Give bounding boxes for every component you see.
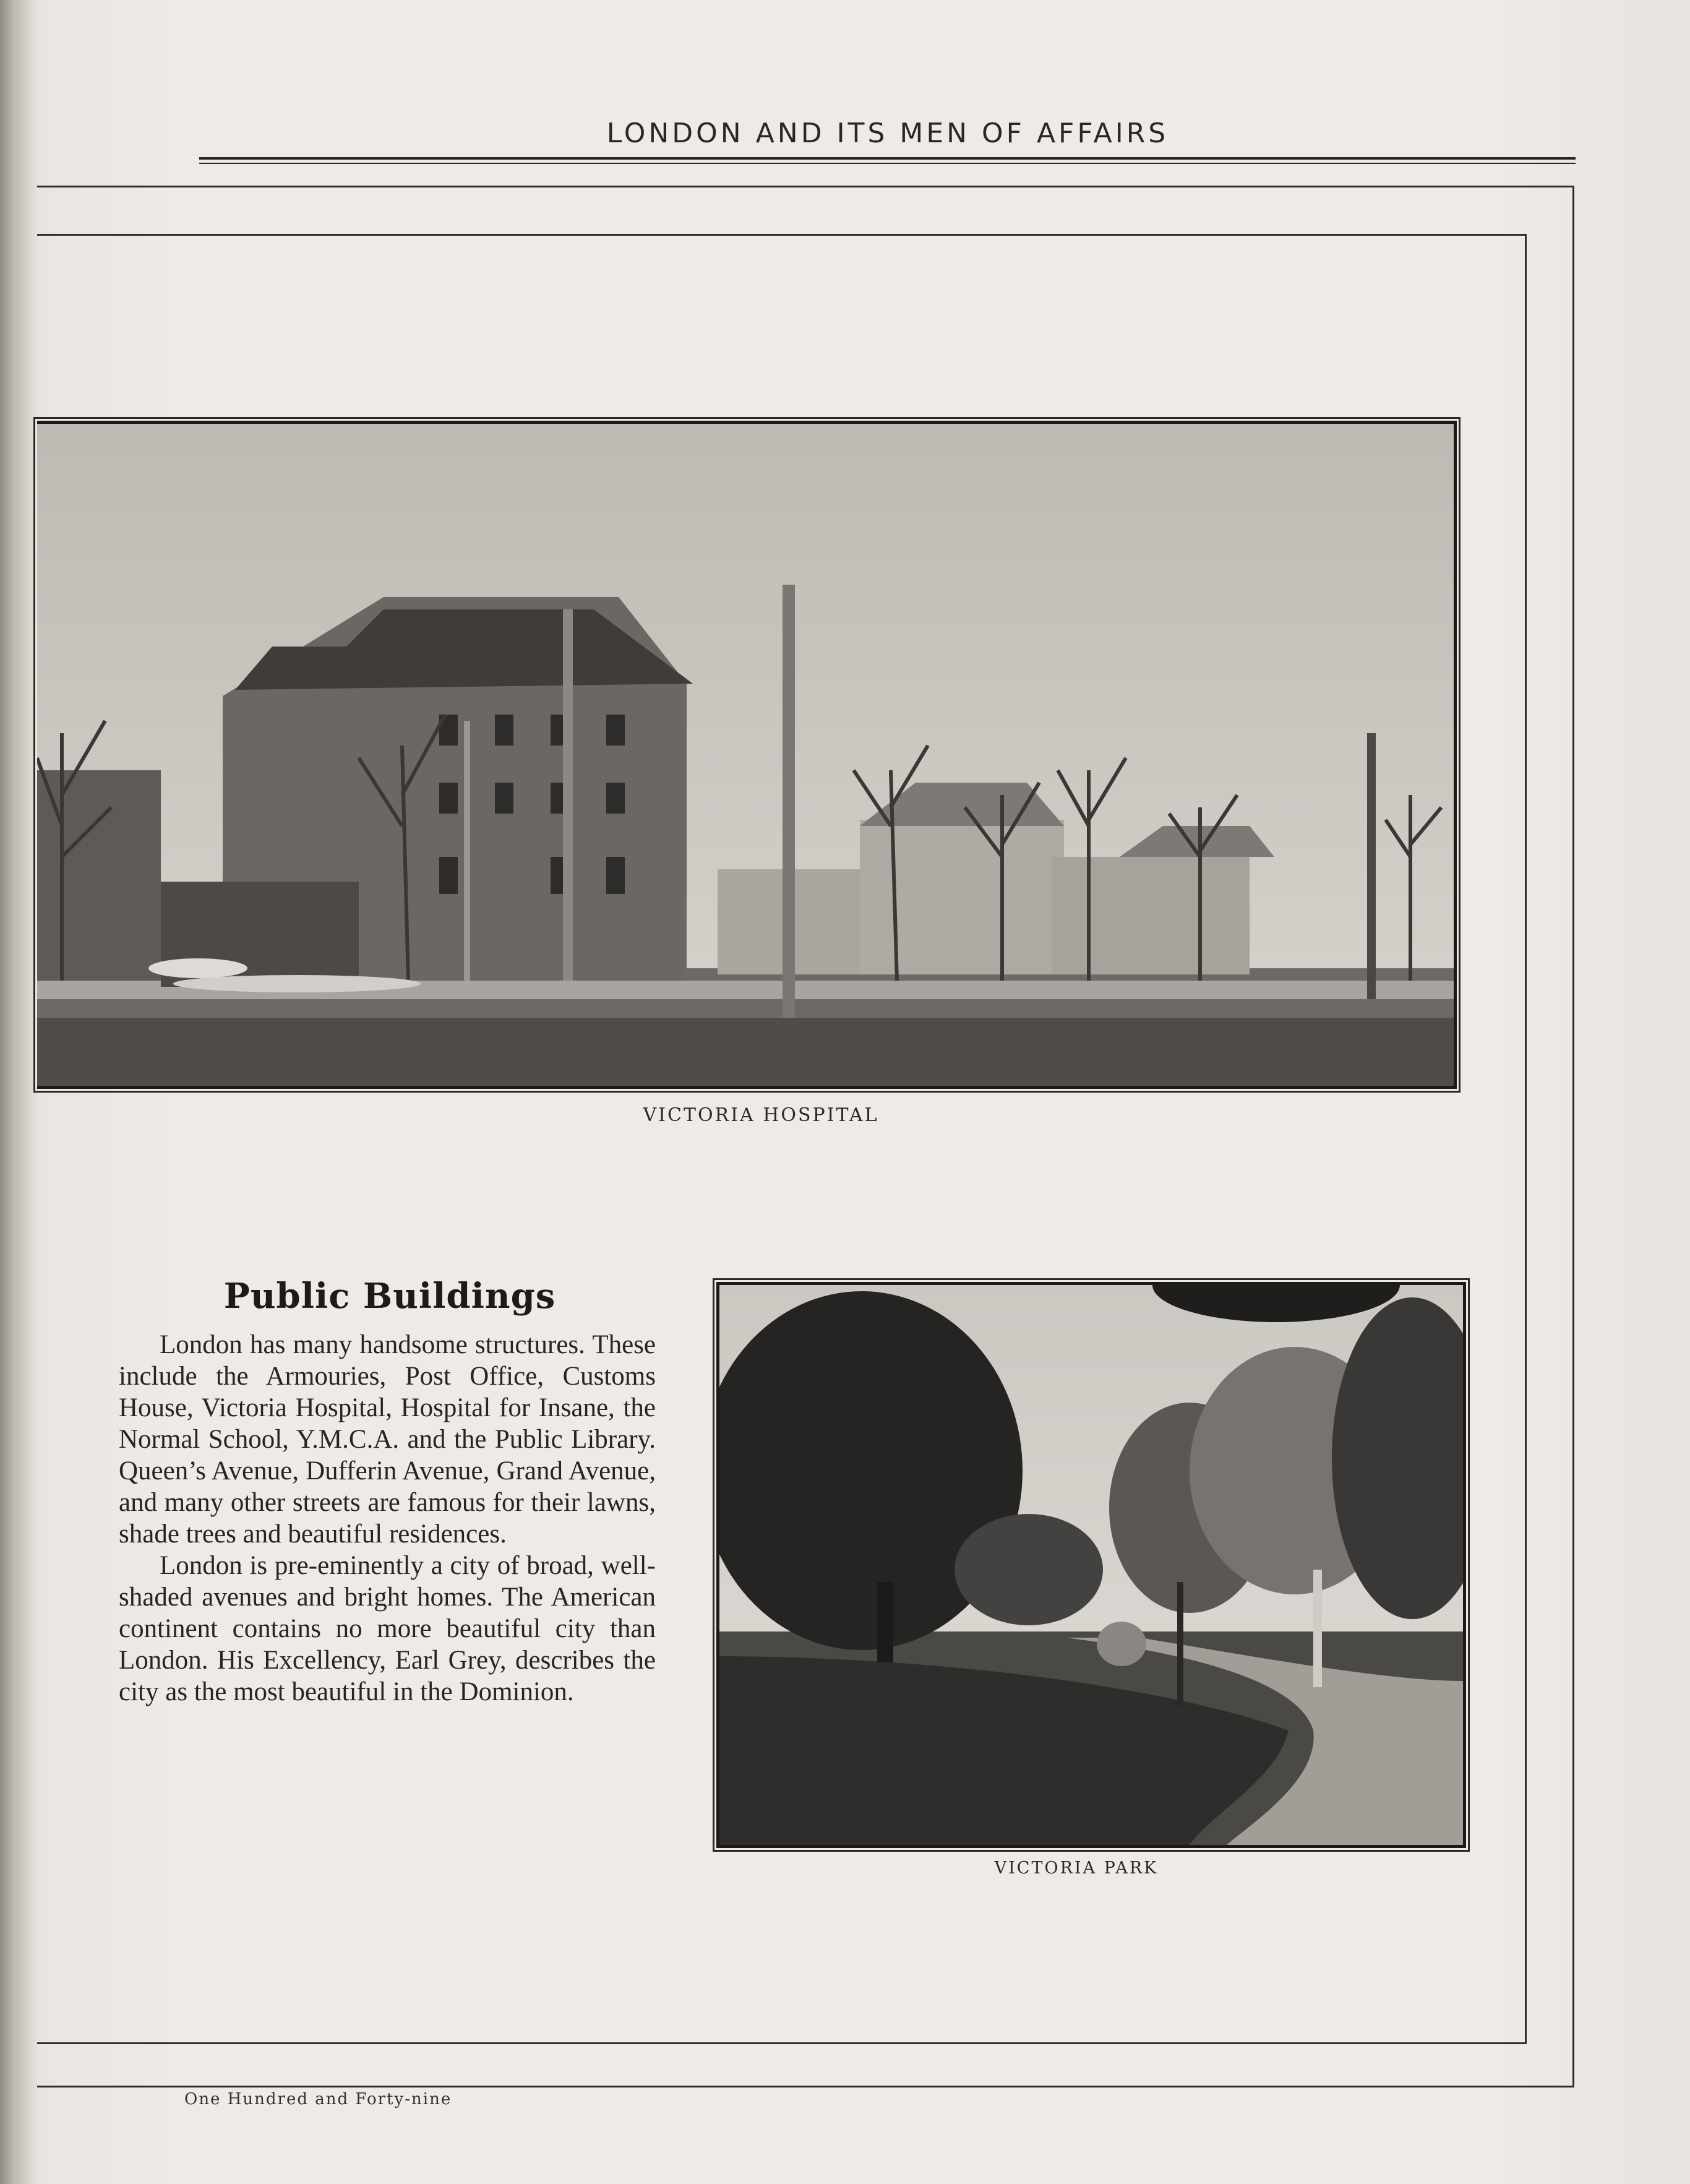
park-image xyxy=(719,1285,1463,1845)
page-number: One Hundred and Forty-nine xyxy=(184,2090,452,2109)
hospital-caption: VICTORIA HOSPITAL xyxy=(643,1104,879,1126)
victoria-park-photo xyxy=(716,1282,1466,1848)
article-body xyxy=(119,1329,656,1708)
binding-gutter xyxy=(0,0,38,2184)
running-header: LONDON AND ITS MEN OF AFFAIRS xyxy=(606,118,1169,149)
victoria-hospital-photo xyxy=(37,421,1457,1089)
park-caption: VICTORIA PARK xyxy=(994,1859,1159,1878)
hospital-image xyxy=(37,424,1454,1086)
header-rule-bottom xyxy=(199,163,1576,164)
header-rule-top xyxy=(199,157,1576,160)
article-heading: Public Buildings xyxy=(223,1276,556,1317)
article-paragraph: London is pre-eminently a city of broad, well-shaded avenues and bright homes. The American continent contains no more beautiful city than London. His Excellency, Earl Grey, describes the city as the most beautiful in the Dominion. xyxy=(119,1551,656,1706)
article-paragraph: London has many handsome structures. These include the Armouries, Post Office, Customs House, Victoria Hospital, Hospital for Insane, the Normal School, Y.M.C.A. and the Public Library. Queen’s Avenue, Dufferin Avenue, Grand Avenue, and many other streets are famous for their lawns, shade trees and beautiful residences. xyxy=(119,1330,656,1549)
